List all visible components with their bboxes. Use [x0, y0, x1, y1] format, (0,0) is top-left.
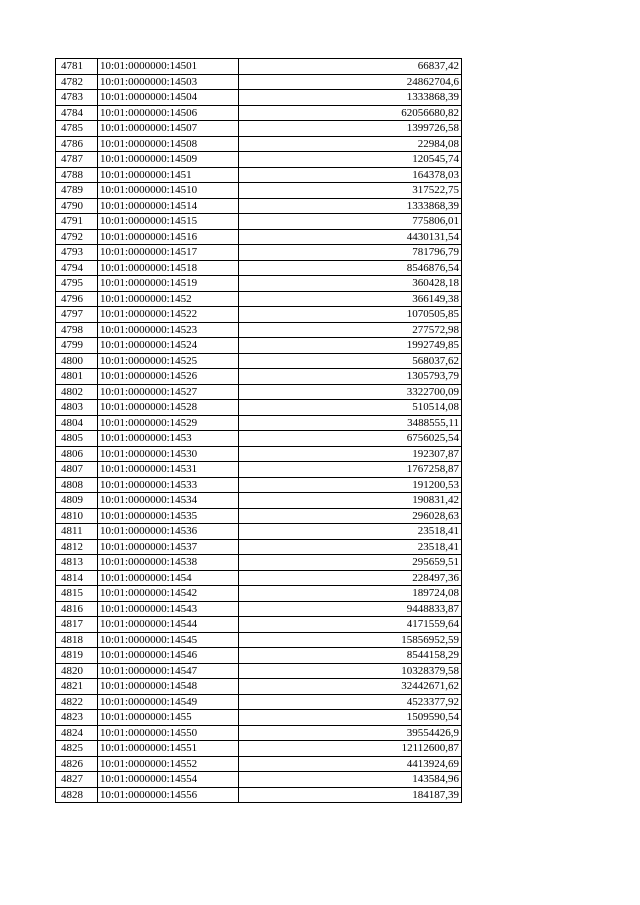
table-row: [56, 741, 462, 757]
value-cell: 23518,41: [239, 524, 462, 540]
row-number-cell: 4825: [56, 741, 98, 757]
row-number-cell: 4806: [56, 446, 98, 462]
table-row: [56, 446, 462, 462]
table-row: [56, 105, 462, 121]
value-cell: 12112600,87: [239, 741, 462, 757]
table-row: [56, 493, 462, 509]
row-number-cell: 4795: [56, 276, 98, 292]
value-cell: 6756025,54: [239, 431, 462, 447]
table-row: [56, 772, 462, 788]
table-row: [56, 291, 462, 307]
row-number-cell: 4824: [56, 725, 98, 741]
value-cell: 510514,08: [239, 400, 462, 416]
row-number-cell: 4817: [56, 617, 98, 633]
table-row: [56, 90, 462, 106]
cadastral-number-cell: 10:01:0000000:14515: [98, 214, 239, 230]
row-number-cell: 4797: [56, 307, 98, 323]
cadastral-number-cell: 10:01:0000000:14535: [98, 508, 239, 524]
row-number-cell: 4782: [56, 74, 98, 90]
row-number-cell: 4808: [56, 477, 98, 493]
table-body: [56, 59, 462, 803]
value-cell: 1070505,85: [239, 307, 462, 323]
row-number-cell: 4805: [56, 431, 98, 447]
table-row: [56, 710, 462, 726]
cadastral-number-cell: 10:01:0000000:14542: [98, 586, 239, 602]
row-number-cell: 4828: [56, 787, 98, 803]
table-row: [56, 353, 462, 369]
table-row: [56, 229, 462, 245]
table-row: [56, 260, 462, 276]
value-cell: 1305793,79: [239, 369, 462, 385]
cadastral-number-cell: 10:01:0000000:14525: [98, 353, 239, 369]
table-row: [56, 477, 462, 493]
value-cell: 184187,39: [239, 787, 462, 803]
row-number-cell: 4786: [56, 136, 98, 152]
table-row: [56, 245, 462, 261]
row-number-cell: 4827: [56, 772, 98, 788]
table-row: [56, 756, 462, 772]
table-row: [56, 322, 462, 338]
row-number-cell: 4802: [56, 384, 98, 400]
cadastral-number-cell: 10:01:0000000:14518: [98, 260, 239, 276]
table-row: [56, 167, 462, 183]
table-row: [56, 508, 462, 524]
value-cell: 1767258,87: [239, 462, 462, 478]
table-row: [56, 198, 462, 214]
value-cell: 317522,75: [239, 183, 462, 199]
row-number-cell: 4785: [56, 121, 98, 137]
cadastral-number-cell: 10:01:0000000:14538: [98, 555, 239, 571]
table-row: [56, 632, 462, 648]
value-cell: 4413924,69: [239, 756, 462, 772]
value-cell: 62056680,82: [239, 105, 462, 121]
value-cell: 1992749,85: [239, 338, 462, 354]
row-number-cell: 4813: [56, 555, 98, 571]
cadastral-number-cell: 10:01:0000000:14534: [98, 493, 239, 509]
table-row: [56, 121, 462, 137]
value-cell: 781796,79: [239, 245, 462, 261]
value-cell: 9448833,87: [239, 601, 462, 617]
table-row: [56, 679, 462, 695]
row-number-cell: 4814: [56, 570, 98, 586]
cadastral-number-cell: 10:01:0000000:14522: [98, 307, 239, 323]
value-cell: 1333868,39: [239, 90, 462, 106]
value-cell: 10328379,58: [239, 663, 462, 679]
cadastral-number-cell: 10:01:0000000:14519: [98, 276, 239, 292]
row-number-cell: 4821: [56, 679, 98, 695]
value-cell: 366149,38: [239, 291, 462, 307]
cadastral-number-cell: 10:01:0000000:14506: [98, 105, 239, 121]
table-row: [56, 524, 462, 540]
row-number-cell: 4796: [56, 291, 98, 307]
table-row: [56, 539, 462, 555]
value-cell: 568037,62: [239, 353, 462, 369]
value-cell: 189724,08: [239, 586, 462, 602]
cadastral-number-cell: 10:01:0000000:14543: [98, 601, 239, 617]
table-row: [56, 648, 462, 664]
table-row: [56, 74, 462, 90]
value-cell: 4171559,64: [239, 617, 462, 633]
table-row: [56, 415, 462, 431]
cadastral-number-cell: 10:01:0000000:14546: [98, 648, 239, 664]
row-number-cell: 4792: [56, 229, 98, 245]
value-cell: 15856952,59: [239, 632, 462, 648]
row-number-cell: 4810: [56, 508, 98, 524]
value-cell: 32442671,62: [239, 679, 462, 695]
row-number-cell: 4793: [56, 245, 98, 261]
row-number-cell: 4811: [56, 524, 98, 540]
value-cell: 3488555,11: [239, 415, 462, 431]
table-row: [56, 787, 462, 803]
table-row: [56, 586, 462, 602]
row-number-cell: 4816: [56, 601, 98, 617]
row-number-cell: 4807: [56, 462, 98, 478]
table-row: [56, 183, 462, 199]
value-cell: 66837,42: [239, 59, 462, 75]
value-cell: 164378,03: [239, 167, 462, 183]
value-cell: 1509590,54: [239, 710, 462, 726]
cadastral-number-cell: 10:01:0000000:14537: [98, 539, 239, 555]
cadastral-number-cell: 10:01:0000000:1454: [98, 570, 239, 586]
cadastral-number-cell: 10:01:0000000:14545: [98, 632, 239, 648]
cadastral-number-cell: 10:01:0000000:14544: [98, 617, 239, 633]
table-row: [56, 369, 462, 385]
row-number-cell: 4788: [56, 167, 98, 183]
table-row: [56, 431, 462, 447]
row-number-cell: 4819: [56, 648, 98, 664]
row-number-cell: 4784: [56, 105, 98, 121]
value-cell: 143584,96: [239, 772, 462, 788]
value-cell: 277572,98: [239, 322, 462, 338]
cadastral-number-cell: 10:01:0000000:14548: [98, 679, 239, 695]
row-number-cell: 4826: [56, 756, 98, 772]
value-cell: 1333868,39: [239, 198, 462, 214]
table-row: [56, 307, 462, 323]
cadastral-number-cell: 10:01:0000000:14503: [98, 74, 239, 90]
cadastral-number-cell: 10:01:0000000:14552: [98, 756, 239, 772]
row-number-cell: 4818: [56, 632, 98, 648]
table-row: [56, 694, 462, 710]
cadastral-number-cell: 10:01:0000000:14524: [98, 338, 239, 354]
cadastral-number-cell: 10:01:0000000:14501: [98, 59, 239, 75]
row-number-cell: 4790: [56, 198, 98, 214]
cadastral-number-cell: 10:01:0000000:14508: [98, 136, 239, 152]
table-row: [56, 725, 462, 741]
table-row: [56, 136, 462, 152]
value-cell: 191200,53: [239, 477, 462, 493]
value-cell: 295659,51: [239, 555, 462, 571]
cadastral-number-cell: 10:01:0000000:14516: [98, 229, 239, 245]
value-cell: 190831,42: [239, 493, 462, 509]
table-row: [56, 59, 462, 75]
row-number-cell: 4800: [56, 353, 98, 369]
cadastral-number-cell: 10:01:0000000:14554: [98, 772, 239, 788]
table-row: [56, 338, 462, 354]
value-cell: 24862704,6: [239, 74, 462, 90]
cadastral-number-cell: 10:01:0000000:1452: [98, 291, 239, 307]
row-number-cell: 4809: [56, 493, 98, 509]
row-number-cell: 4812: [56, 539, 98, 555]
row-number-cell: 4798: [56, 322, 98, 338]
cadastral-number-cell: 10:01:0000000:14528: [98, 400, 239, 416]
table-row: [56, 462, 462, 478]
value-cell: 120545,74: [239, 152, 462, 168]
table-row: [56, 601, 462, 617]
cadastral-number-cell: 10:01:0000000:1451: [98, 167, 239, 183]
value-cell: 192307,87: [239, 446, 462, 462]
row-number-cell: 4803: [56, 400, 98, 416]
value-cell: 228497,36: [239, 570, 462, 586]
cadastral-value-table: [55, 58, 462, 803]
value-cell: 8544158,29: [239, 648, 462, 664]
value-cell: 4430131,54: [239, 229, 462, 245]
cadastral-number-cell: 10:01:0000000:14549: [98, 694, 239, 710]
table-row: [56, 555, 462, 571]
cadastral-number-cell: 10:01:0000000:14509: [98, 152, 239, 168]
cadastral-number-cell: 10:01:0000000:14531: [98, 462, 239, 478]
row-number-cell: 4823: [56, 710, 98, 726]
cadastral-number-cell: 10:01:0000000:14517: [98, 245, 239, 261]
cadastral-number-cell: 10:01:0000000:14556: [98, 787, 239, 803]
table-row: [56, 152, 462, 168]
row-number-cell: 4815: [56, 586, 98, 602]
value-cell: 775806,01: [239, 214, 462, 230]
row-number-cell: 4789: [56, 183, 98, 199]
cadastral-number-cell: 10:01:0000000:1455: [98, 710, 239, 726]
cadastral-number-cell: 10:01:0000000:14527: [98, 384, 239, 400]
row-number-cell: 4804: [56, 415, 98, 431]
cadastral-number-cell: 10:01:0000000:14536: [98, 524, 239, 540]
row-number-cell: 4783: [56, 90, 98, 106]
value-cell: 23518,41: [239, 539, 462, 555]
table-row: [56, 214, 462, 230]
value-cell: 8546876,54: [239, 260, 462, 276]
value-cell: 22984,08: [239, 136, 462, 152]
table-row: [56, 570, 462, 586]
cadastral-number-cell: 10:01:0000000:14550: [98, 725, 239, 741]
cadastral-number-cell: 10:01:0000000:14510: [98, 183, 239, 199]
row-number-cell: 4781: [56, 59, 98, 75]
row-number-cell: 4820: [56, 663, 98, 679]
value-cell: 296028,63: [239, 508, 462, 524]
cadastral-number-cell: 10:01:0000000:14526: [98, 369, 239, 385]
cadastral-number-cell: 10:01:0000000:14523: [98, 322, 239, 338]
cadastral-number-cell: 10:01:0000000:14530: [98, 446, 239, 462]
row-number-cell: 4791: [56, 214, 98, 230]
table-row: [56, 663, 462, 679]
cadastral-number-cell: 10:01:0000000:14551: [98, 741, 239, 757]
cadastral-number-cell: 10:01:0000000:14533: [98, 477, 239, 493]
table-row: [56, 617, 462, 633]
value-cell: 4523377,92: [239, 694, 462, 710]
row-number-cell: 4787: [56, 152, 98, 168]
cadastral-number-cell: 10:01:0000000:14514: [98, 198, 239, 214]
value-cell: 39554426,9: [239, 725, 462, 741]
table-row: [56, 384, 462, 400]
value-cell: 1399726,58: [239, 121, 462, 137]
cadastral-number-cell: 10:01:0000000:14504: [98, 90, 239, 106]
row-number-cell: 4794: [56, 260, 98, 276]
cadastral-number-cell: 10:01:0000000:1453: [98, 431, 239, 447]
value-cell: 360428,18: [239, 276, 462, 292]
row-number-cell: 4822: [56, 694, 98, 710]
cadastral-number-cell: 10:01:0000000:14529: [98, 415, 239, 431]
value-cell: 3322700,09: [239, 384, 462, 400]
table-row: [56, 400, 462, 416]
row-number-cell: 4799: [56, 338, 98, 354]
table-row: [56, 276, 462, 292]
cadastral-number-cell: 10:01:0000000:14547: [98, 663, 239, 679]
row-number-cell: 4801: [56, 369, 98, 385]
cadastral-number-cell: 10:01:0000000:14507: [98, 121, 239, 137]
